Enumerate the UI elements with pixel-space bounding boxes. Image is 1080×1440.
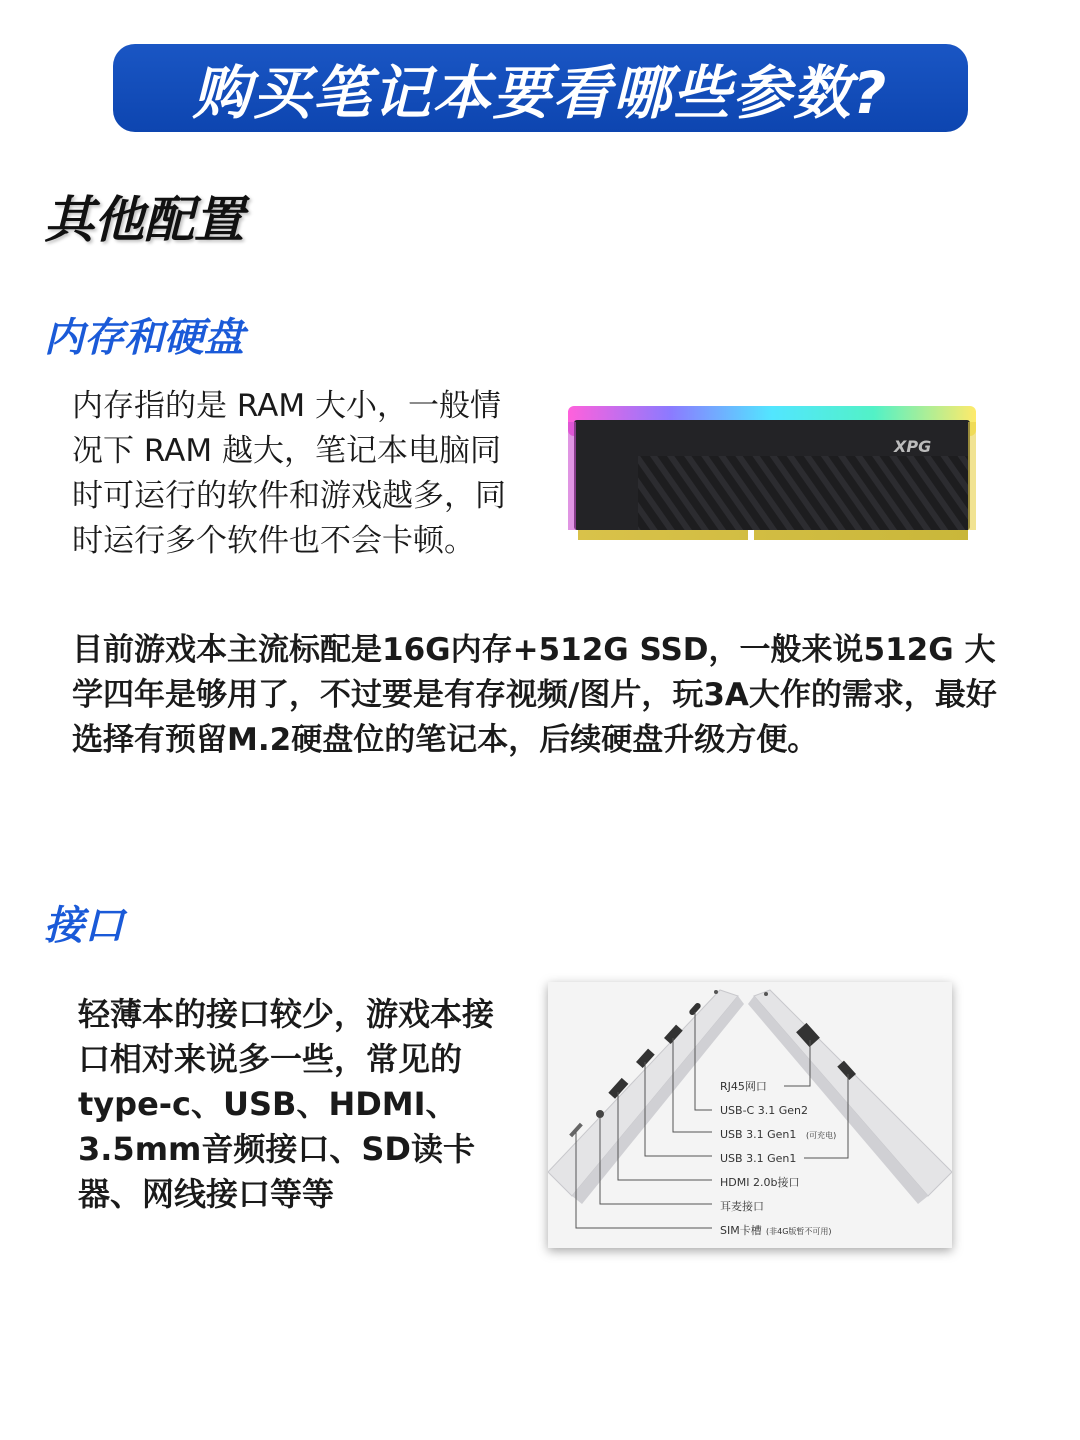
memory-intro: 内存指的是 RAM 大小，一般情况下 RAM 越大，笔记本电脑同时可运行的软件和游戏越多，同时运行多个软件也不会卡顿。 — [72, 388, 506, 559]
ports-description: 轻薄本的接口较少，游戏本接口相对来说多一些，常见的type-c、USB、HDMI、3.5mm音频接口、SD读卡器、网线接口等等 — [78, 995, 495, 1213]
section-title: 其他配置 — [44, 191, 244, 249]
port-label-hdmi: HDMI 2.0b接口 — [720, 1176, 800, 1189]
title-banner — [113, 44, 968, 132]
ports-heading: 接口 — [44, 903, 124, 949]
memory-detail: 目前游戏本主流标配是16G内存+512G SSD，一般来说512G 大学四年是够用了，不过要是有存视频/图片，玩3A大作的需求，最好选择有预留M.2硬盘位的笔记本，后续硬盘升级方便。 — [72, 632, 997, 758]
memory-heading: 内存和硬盘 — [44, 315, 244, 361]
port-label-usb31: USB 3.1 Gen1 — [720, 1152, 797, 1165]
port-label-usb31-charge: USB 3.1 Gen1 — [720, 1128, 797, 1141]
ram-stick-image — [558, 398, 988, 548]
ram-brand-logo: XPG — [894, 437, 932, 456]
port-label-headset: 耳麦接口 — [720, 1200, 764, 1213]
port-label-charge-note: (可充电) — [806, 1131, 837, 1140]
port-label-rj45: RJ45网口 — [720, 1080, 767, 1093]
port-label-sim-note: (非4G版暂不可用) — [766, 1227, 832, 1236]
port-label-usbc: USB-C 3.1 Gen2 — [720, 1104, 808, 1117]
banner-title: 购买笔记本要看哪些参数? — [192, 59, 889, 127]
port-label-sim: SIM卡槽 — [720, 1224, 762, 1237]
laptop-ports-diagram — [548, 982, 952, 1248]
